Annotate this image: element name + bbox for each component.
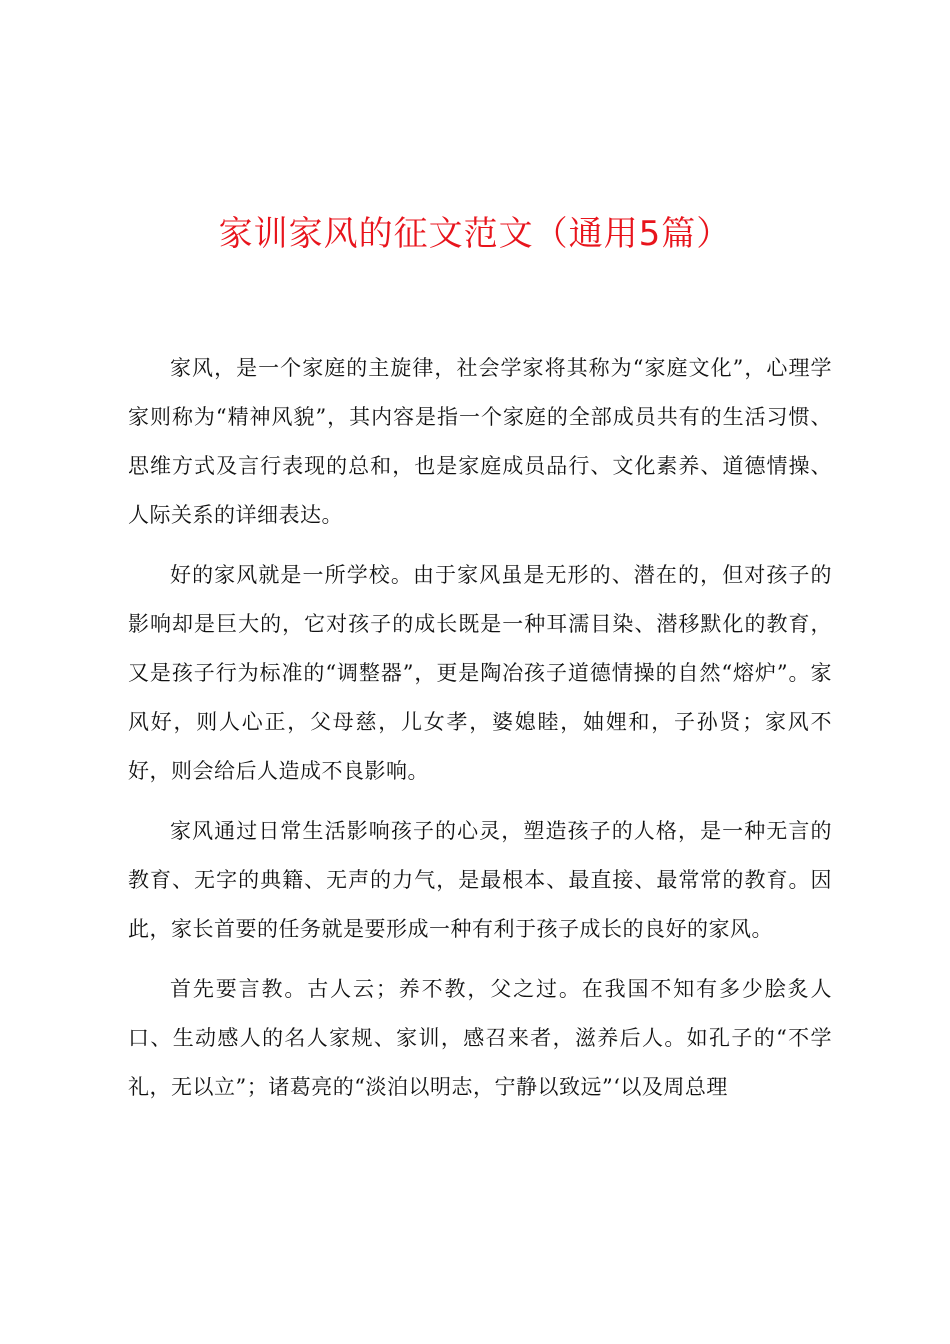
document-title: 家训家风的征文范文（通用5篇） [218,214,732,254]
paragraph-1: 家风，是一个家庭的主旋律，社会学家将其称为“家庭文化”，心理学家则称为“精神风貌”，其内容是指一个家庭的全部成员共有的生活习惯、思维方式及言行表现的总和，也是家庭成员品行、文化素养、道德情操、人际关系的详细表达。 [128,356,832,527]
paragraph-2: 好的家风就是一所学校。由于家风虽是无形的、潜在的，但对孩子的影响却是巨大的，它对孩子的成长既是一种耳濡目染、潜移默化的教育，又是孩子行为标准的“调整器”，更是陶冶孩子道德情操的自然“熔炉”。家风好，则人心正，父母慈，儿女孝，婆媳睦，妯娌和，子孙贤；家风不好，则会给后人造成不良影响。 [128,563,832,783]
document-body [128,344,832,1123]
paragraph-4: 首先要言教。古人云；养不教，父之过。在我国不知有多少脍炙人口、生动感人的名人家规、家训，感召来者，滋养后人。如孔子的“不学礼，无以立”；诸葛亮的“淡泊以明志，宁静以致远”‘以及周总理 [128,977,832,1099]
paragraph-3: 家风通过日常生活影响孩子的心灵，塑造孩子的人格，是一种无言的教育、无字的典籍、无声的力气，是最根本、最直接、最常常的教育。因此，家长首要的任务就是要形成一种有利于孩子成长的良好的家风。 [128,819,832,941]
